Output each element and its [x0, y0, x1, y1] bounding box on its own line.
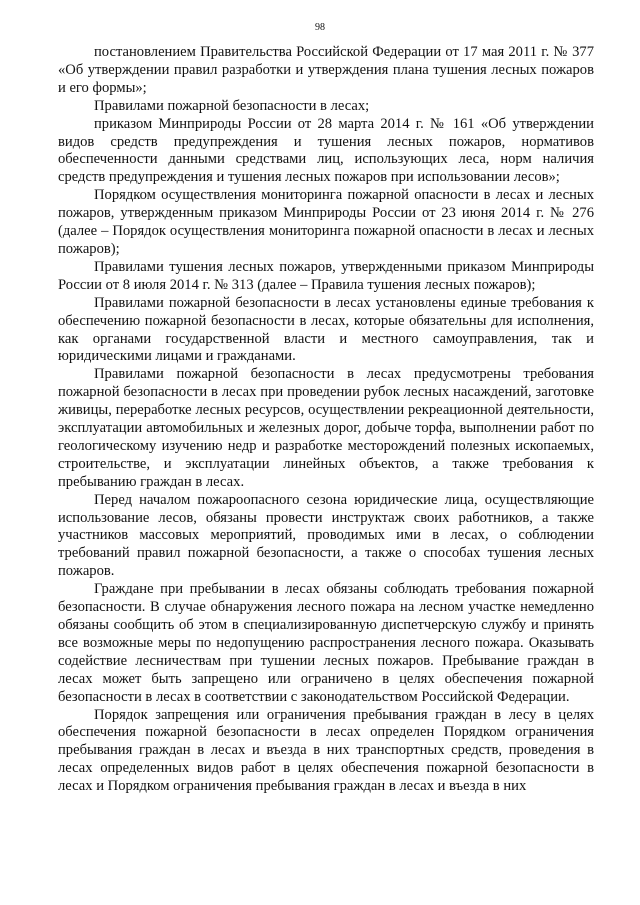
paragraph: Правилами тушения лесных пожаров, утвержденными приказом Минприроды России от 8 июля 2014 г. № 313 (далее – Правила тушения лесных пожаров);: [58, 258, 594, 293]
paragraph: Правилами пожарной безопасности в лесах предусмотрены требования пожарной безопасности в лесах при проведении рубок лесных насаждений, заготовке живицы, переработке лесных ресурсов, осуществлении рекреационной деятельности, эксплуатации автомобильных и железных дорог, добыче торфа, выполнении работ по геологическому изучению недр и разработке месторождений полезных ископаемых, строительстве, и эксплуатации линейных объектов, а также требования к пребыванию граждан в лесах.: [58, 366, 594, 490]
paragraph: Порядком осуществления мониторинга пожарной опасности в лесах и лесных пожаров, утвержденным приказом Минприроды России от 23 июня 2014 г. № 276 (далее – Порядок осуществления мониторинга пожарной опасности в лесах и лесных пожаров);: [58, 187, 594, 257]
paragraph: Правилами пожарной безопасности в лесах;: [94, 97, 370, 114]
document-body: [58, 44, 594, 796]
paragraph: Граждане при пребывании в лесах обязаны соблюдать требования пожарной безопасности. В случае обнаружения лесного пожара на лесном участке немедленно обязаны сообщить об этом в специализированную диспетчерскую службу и принять все возможные меры по недопущению распространения лесного пожара. Оказывать содействие лесничествам при тушении лесных пожаров. Пребывание граждан в лесах может быть запрещено или ограничено в целях обеспечения пожарной безопасности в лесах в соответствии с законодательством Российской Федерации.: [58, 581, 594, 705]
paragraph: Правилами пожарной безопасности в лесах установлены единые требования к обеспечению пожарной безопасности в лесах, которые обязательны для исполнения, как органами государственной власти и местного самоуправления, так и юридическими лицами и гражданами.: [58, 294, 594, 365]
paragraph: постановлением Правительства Российской Федерации от 17 мая 2011 г. № 377 «Об утверждении правил разработки и утверждения плана тушения лесных пожаров и его формы»;: [58, 44, 594, 96]
paragraph: Перед началом пожароопасного сезона юридические лица, осуществляющие использование лесов, обязаны провести инструктаж своих работников, а также участников массовых мероприятий, проводимых ими в лесах, о соблюдении требований правил пожарной безопасности, а также о способах тушения лесных пожаров.: [58, 491, 594, 580]
page-number: 98: [315, 22, 325, 33]
paragraph: Порядок запрещения или ограничения пребывания граждан в лесу в целях обеспечения пожарной безопасности в лесах определен Порядком ограничения пребывания граждан в лесах и въезда в них транспортных средств, проведения в лесах определенных видов работ в целях обеспечения пожарной безопасности в лесах и Порядком ограничения пребывания граждан в лесах и въезда в них: [58, 706, 594, 795]
paragraph: приказом Минприроды России от 28 марта 2014 г. № 161 «Об утверждении видов средств предупреждения и тушения лесных пожаров, нормативов обеспеченности данными средствами лиц, использующих леса, норм наличия средств предупреждения и тушения лесных пожаров при использовании лесов»;: [58, 115, 594, 186]
